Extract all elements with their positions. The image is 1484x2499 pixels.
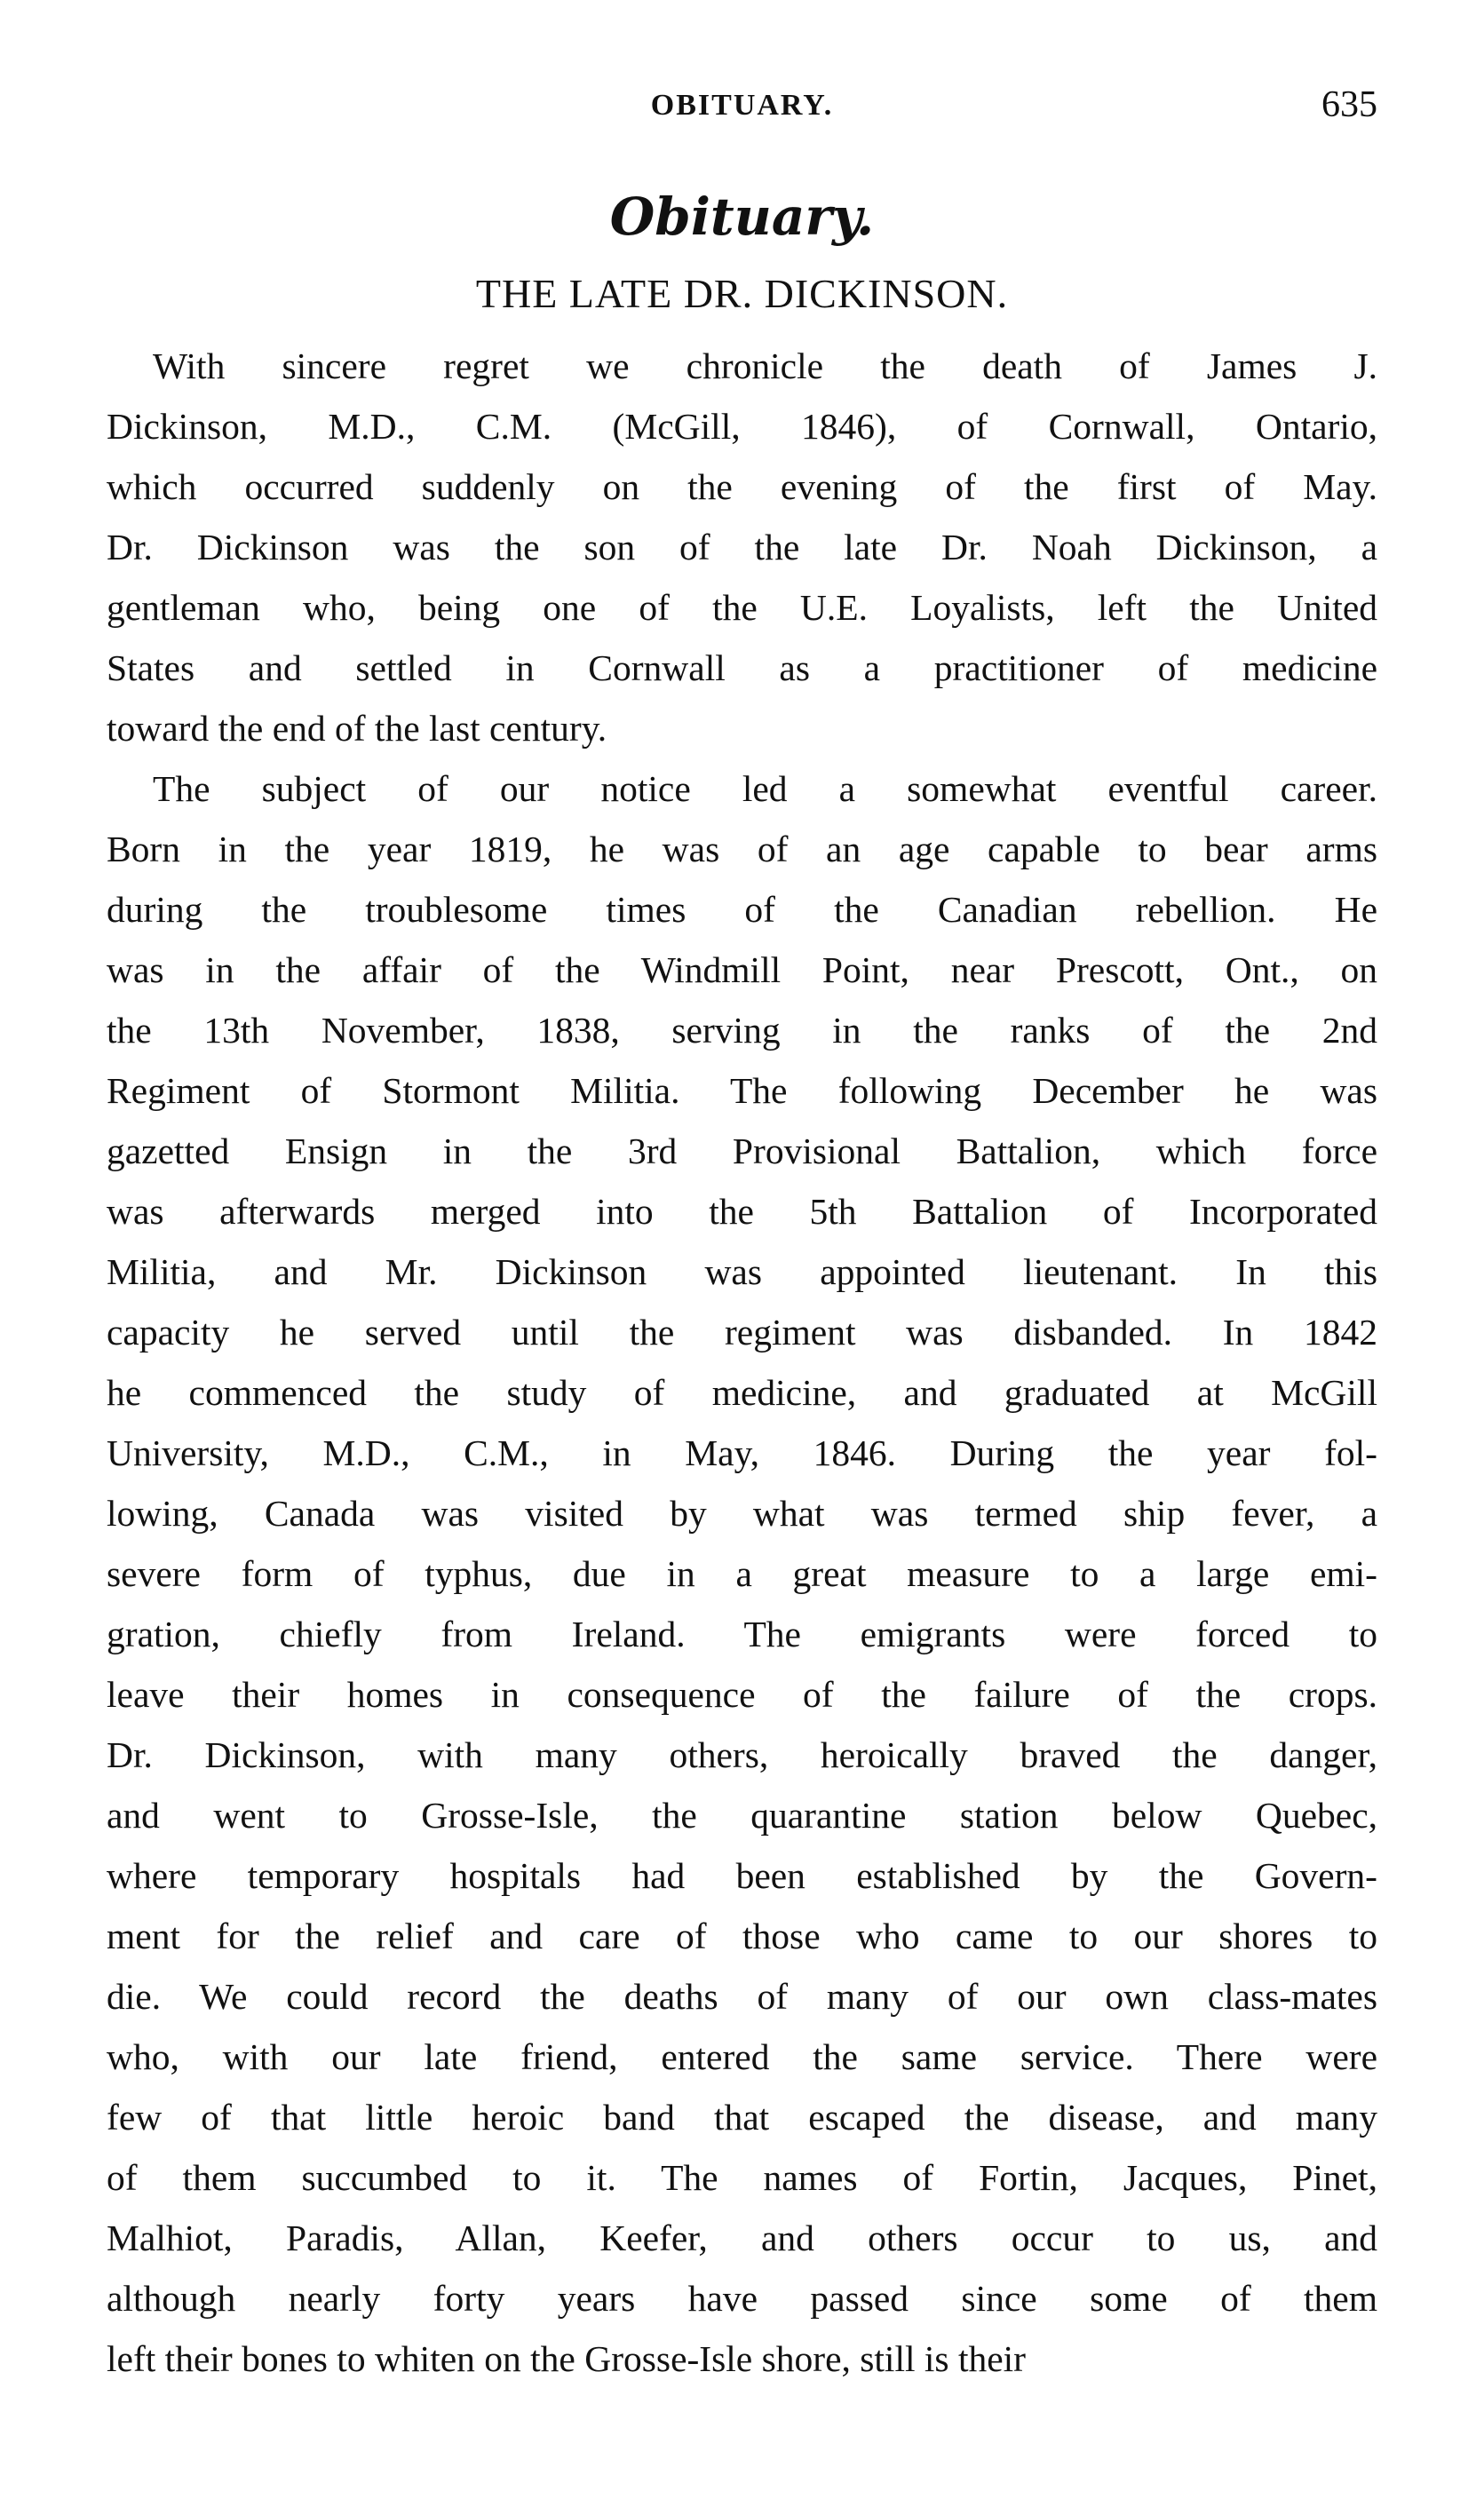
text-line: ment for the relief and care of those who came to our shores to [107,1916,1377,1956]
section-heading: Obituary. [609,186,875,247]
text-line: of them succumbed to it. The names of Fortin, Jacques, Pinet, [107,2157,1377,2198]
text-line: gazetted Ensign in the 3rd Provisional Battalion, which force [107,1130,1377,1171]
text-line: Dickinson, M.D., C.M. (McGill, 1846), of Cornwall, Ontario, [107,406,1377,447]
text-line: few of that little heroic band that escaped the disease, and many [107,2097,1377,2138]
text-line: Dr. Dickinson was the son of the late Dr. Noah Dickinson, a [107,527,1377,567]
text-line: although nearly forty years have passed since some of them [107,2278,1377,2319]
text-line: leave their homes in consequence of the failure of the crops. [107,1674,1377,1715]
text-line: Dr. Dickinson, with many others, heroically braved the danger, [107,1734,1377,1775]
text-line: capacity he served until the regiment was disbanded. In 1842 [107,1312,1377,1353]
page-number: 635 [1321,84,1377,125]
text-line: The subject of our notice led a somewhat eventful career. [153,768,1377,809]
text-line: was in the affair of the Windmill Point, near Prescott, Ont., on [107,949,1377,990]
paragraph [107,758,1377,2389]
text-line: With sincere regret we chronicle the death of James J. [153,345,1377,386]
text-line: Regiment of Stormont Militia. The following December he was [107,1070,1377,1111]
text-line: States and settled in Cornwall as a practitioner of medicine [107,647,1377,688]
running-title: OBITUARY. [650,89,834,122]
text-line: was afterwards merged into the 5th Battalion of Incorporated [107,1191,1377,1232]
text-line: left their bones to whiten on the Grosse-Isle shore, still is their [107,2338,1026,2379]
text-line: toward the end of the last century. [107,708,607,749]
text-line: Militia, and Mr. Dickinson was appointed lieutenant. In this [107,1251,1377,1292]
text-line: the 13th November, 1838, serving in the ranks of the 2nd [107,1010,1377,1051]
paragraph [107,336,1377,758]
text-line: who, with our late friend, entered the same service. There were [107,2036,1377,2077]
text-line: severe form of typhus, due in a great measure to a large emi- [107,1553,1377,1594]
text-line: Malhiot, Paradis, Allan, Keefer, and others occur to us, and [107,2217,1377,2258]
text-line: he commenced the study of medicine, and graduated at McGill [107,1372,1377,1413]
article-title: THE LATE DR. DICKINSON. [475,271,1009,316]
text-line: gration, chiefly from Ireland. The emigrants were forced to [107,1614,1377,1654]
running-header [107,84,1377,142]
article-body [107,336,1377,2389]
text-line: Born in the year 1819, he was of an age capable to bear arms [107,829,1377,869]
text-line: lowing, Canada was visited by what was termed ship fever, a [107,1493,1377,1534]
text-line: University, M.D., C.M., in May, 1846. During the year fol- [107,1432,1377,1473]
text-line: which occurred suddenly on the evening of the first of May. [107,466,1377,507]
text-line: and went to Grosse-Isle, the quarantine station below Quebec, [107,1795,1377,1836]
text-line: during the troublesome times of the Canadian rebellion. He [107,889,1377,930]
document-page [107,84,1377,2451]
text-line: where temporary hospitals had been established by the Govern- [107,1855,1377,1896]
text-line: die. We could record the deaths of many of our own class-mates [107,1976,1377,2017]
text-line: gentleman who, being one of the U.E. Loyalists, left the United [107,587,1377,628]
